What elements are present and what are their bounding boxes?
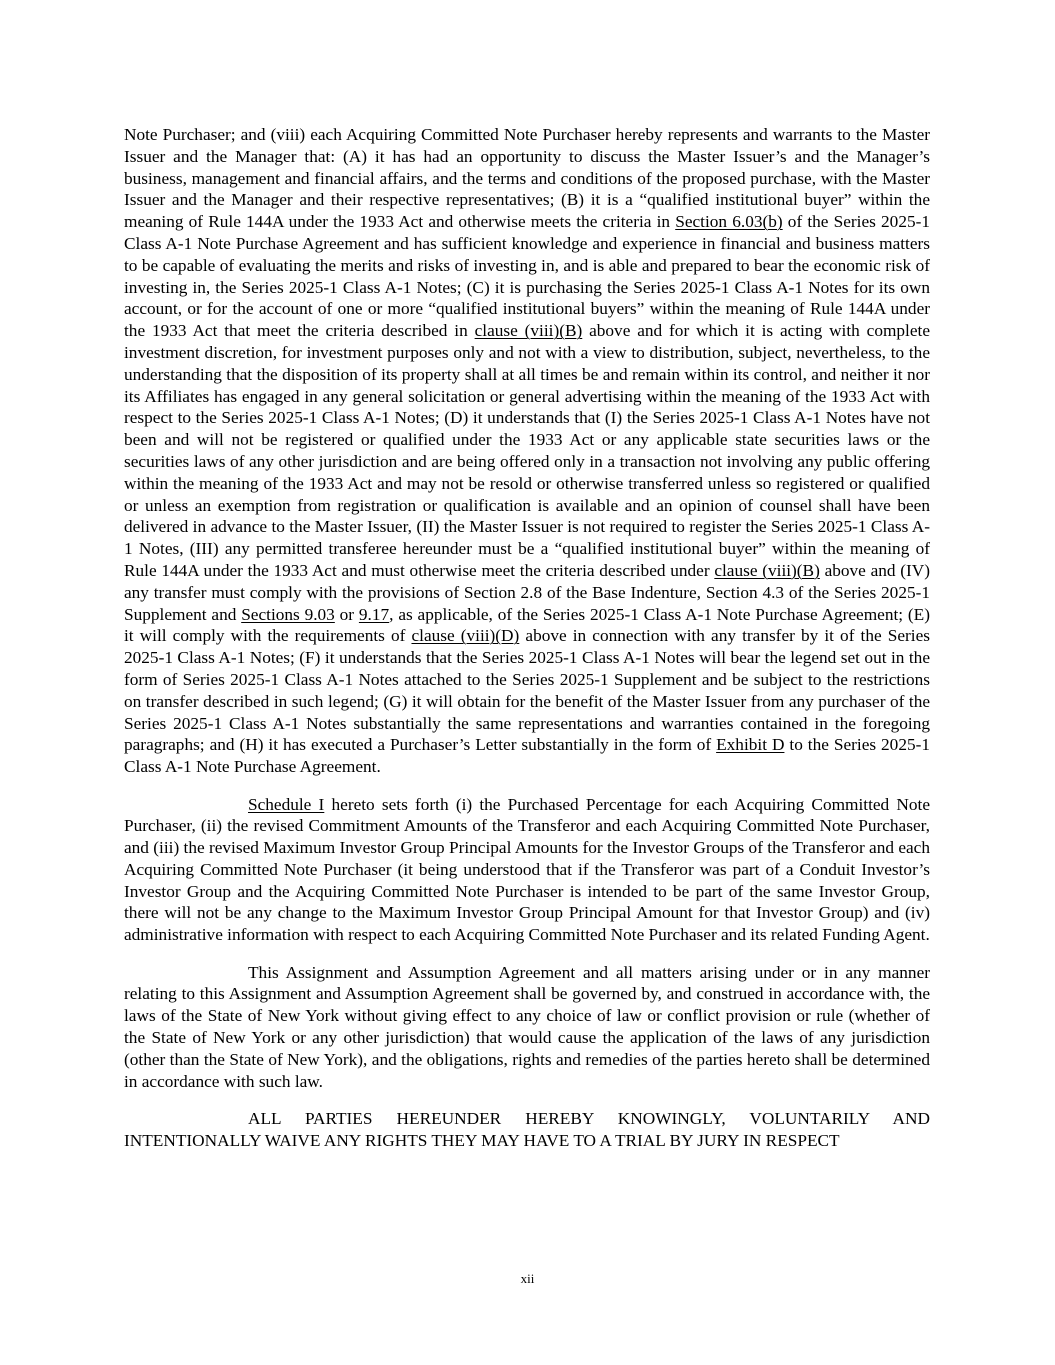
paragraph-governing-law [124, 962, 930, 1093]
page-number: xii [520, 1271, 535, 1286]
document-page [124, 124, 930, 1152]
text-segment: , as applicable, of the Series 2025-1 Class A-1 Note Purchase Agreement; (E) it will comply with the requirements of [124, 604, 930, 646]
text-segment: above and (IV) any transfer must comply with the provisions of Section 2.8 of the Base Indenture, Section 4.3 of the Series 2025-1 Supplement and [124, 560, 931, 624]
text-segment: or [334, 604, 359, 624]
text-segment: to the Series 2025-1 Class A-1 Note Purchase Agreement. [124, 735, 931, 777]
cross-reference-clause-viii-d: clause (viii)(D) [411, 626, 520, 646]
text-segment: above and for which it is acting with complete investment discretion, for investment purposes only and not with a view to distribution, subject, nevertheless, to the understanding that the disposition of its property shall at all times be and remain within its control, and neither it nor its Affiliates has engaged in any general solicitation or general advertising within the meaning of the 1933 Act with respect to the Series 2025-1 Class A-1 Notes; (D) it understands that (I) the Series 2025-1 Class A-1 Notes have not been and will not be registered or qualified under the 1933 Act or any applicable state securities laws or the securities laws of any other jurisdiction and are being offered only in a transaction not involving any public offering within the meaning of the 1933 Act and may not be resold or otherwise transferred unless so registered or qualified or unless an exemption from registration or qualification is available and an opinion of counsel shall have been delivered in advance to the Master Issuer, (II) the Master Issuer is not required to register the Series 2025-1 Class A-1 Notes, (III) any permitted transferee hereunder must be a “qualified institutional buyer” within the meaning of Rule 144A under the 1933 Act and must otherwise meet the criteria described under [124, 321, 930, 580]
paragraph-schedule-i [124, 794, 930, 947]
cross-reference-exhibit-d: Exhibit D [716, 735, 785, 755]
cross-reference-section-6-03b: Section 6.03(b) [675, 212, 783, 232]
text-segment: Note Purchaser; and (viii) each Acquiring Committed Note Purchaser hereby represents and warrants to the Master Issuer and the Manager that: (A) it has had an opportunity to discuss the Master Issuer’s and the Manager’s business, management and financial affairs, and the terms and conditions of the proposed purchase, with the Master Issuer and the Manager and their respective representatives; (B) it is a “qualified institutional buyer” within the meaning of Rule 144A under the 1933 Act and otherwise meets the criteria in [124, 125, 930, 232]
cross-reference-clause-viii-b: clause (viii)(B) [474, 321, 583, 341]
text-segment: This Assignment and Assumption Agreement and all matters arising under or in any manner relating to this Assignment and Assumption Agreement shall be governed by, and construed in accordance with, the laws of the State of New York without giving effect to any choice of law or conflict provision or rule (whether of the State of New York or any other jurisdiction) that would cause the application of the laws of any jurisdiction (other than the State of New York), and the obligations, rights and remedies of the parties hereto shall be determined in accordance with such law. [124, 962, 930, 1091]
cross-reference-9-17: 9.17 [358, 604, 390, 624]
text-segment: hereto sets forth (i) the Purchased Percentage for each Acquiring Committed Note Purchaser, (ii) the revised Commitment Amounts of the Transferor and each Acquiring Committed Note Purchaser, and (iii) the revised Maximum Investor Group Principal Amounts for the Investor Groups of the Transferor and each Acquiring Committed Note Purchaser (it being understood that if the Transferor was part of a Conduit Investor’s Investor Group and the Acquiring Committed Note Purchaser is intended to be part of the same Investor Group, there will not be any change to the Maximum Investor Group Principal Amount for that Investor Group) and (iv) administrative information with respect to each Acquiring Committed Note Purchaser and its related Funding Agent. [124, 794, 930, 945]
text-segment: of the Series 2025-1 Class A-1 Note Purchase Agreement and has sufficient knowledge and experience in financial and business matters to be capable of evaluating the merits and risks of investing in, and is able and prepared to bear the economic risk of investing in, the Series 2025-1 Class A-1 Notes; (C) it is purchasing the Series 2025-1 Class A-1 Notes for its own account, or for the account of one or more “qualified institutional buyers” within the meaning of Rule 144A under the 1933 Act that meet the criteria described in [124, 212, 930, 341]
paragraph-representations [124, 124, 930, 778]
cross-reference-schedule-i: Schedule I [248, 794, 325, 814]
text-segment: above in connection with any transfer by it of the Series 2025-1 Class A-1 Notes; (F) it understands that the Series 2025-1 Class A-1 Notes will bear the legend set out in the form of Series 2025-1 Class A-1 Notes attached to the Series 2025-1 Supplement and be subject to the restrictions on transfer described in such legend; (G) it will obtain for the benefit of the Master Issuer from any purchaser of the Series 2025-1 Class A-1 Notes substantially the same representations and warranties contained in the foregoing paragraphs; and (H) it has executed a Purchaser’s Letter substantially in the form of [124, 626, 930, 755]
text-segment: ALL PARTIES HEREUNDER HEREBY KNOWINGLY, VOLUNTARILY AND INTENTIONALLY WAIVE ANY RIGHTS THEY MAY HAVE TO A TRIAL BY JURY IN RESPECT [124, 1109, 930, 1150]
cross-reference-clause-viii-b: clause (viii)(B) [714, 560, 820, 580]
cross-reference-sections-9-03: Sections 9.03 [241, 604, 335, 624]
paragraph-jury-waiver [124, 1108, 930, 1152]
